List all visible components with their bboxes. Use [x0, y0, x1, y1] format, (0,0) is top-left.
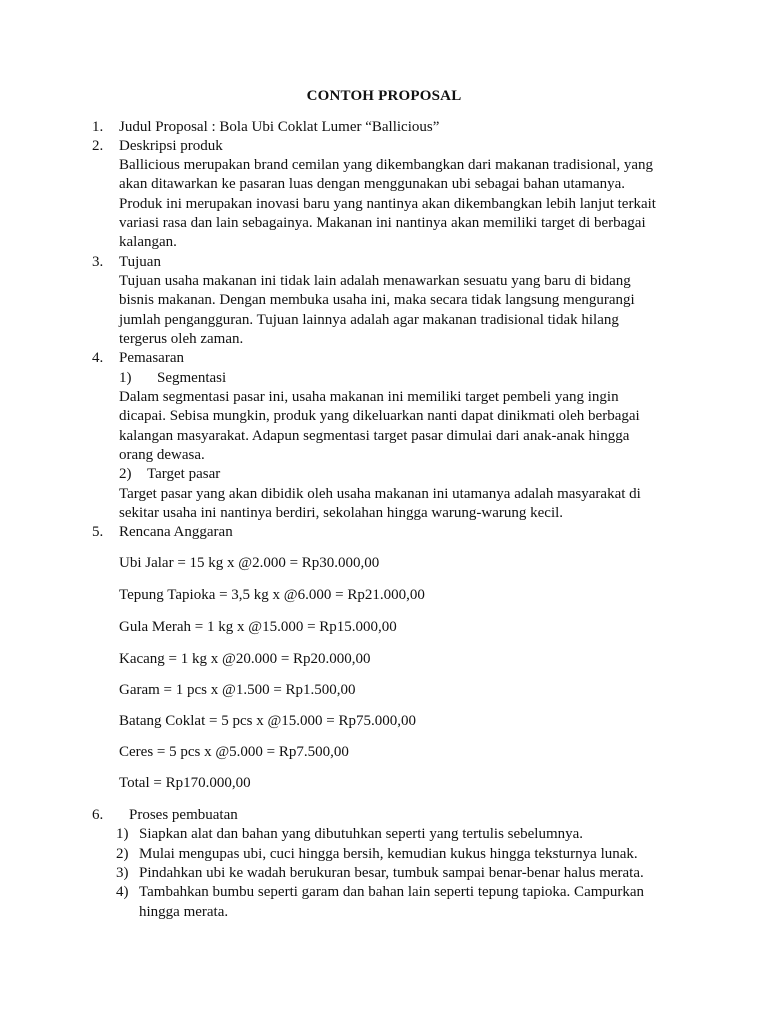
- step-number: 3): [116, 865, 129, 881]
- step-text: Tambahkan bumbu seperti garam dan bahan lain seperti tepung tapioka. Campurkan: [139, 884, 645, 900]
- subitem-segmentasi-number: 1): [119, 370, 132, 386]
- subitem-target-heading: Target pasar: [147, 466, 221, 482]
- budget-line: Garam = 1 pcs x @1.500 = Rp1.500,00: [119, 682, 356, 698]
- item-6-number: 6.: [92, 807, 104, 823]
- target-body-line: sekitar usaha ini nantinya berdiri, sekolahan hingga warung-warung kecil.: [119, 505, 564, 521]
- item-4-number: 4.: [92, 350, 104, 366]
- item-5-heading: Rencana Anggaran: [119, 524, 233, 540]
- step-text-continued: hingga merata.: [139, 904, 229, 920]
- step-text: Siapkan alat dan bahan yang dibutuhkan seperti yang tertulis sebelumnya.: [139, 826, 584, 842]
- item-3-heading: Tujuan: [119, 254, 161, 270]
- item-6-heading: Proses pembuatan: [129, 807, 238, 823]
- item-2-body-line: kalangan.: [119, 234, 177, 250]
- step-number: 4): [116, 884, 129, 900]
- item-4-heading: Pemasaran: [119, 350, 184, 366]
- budget-line: Batang Coklat = 5 pcs x @15.000 = Rp75.000,00: [119, 713, 416, 729]
- item-2-number: 2.: [92, 138, 104, 154]
- step-number: 2): [116, 846, 129, 862]
- target-body-line: Target pasar yang akan dibidik oleh usaha makanan ini utamanya adalah masyarakat di: [119, 486, 641, 502]
- budget-line: Ceres = 5 pcs x @5.000 = Rp7.500,00: [119, 744, 349, 760]
- segmentasi-body-line: Dalam segmentasi pasar ini, usaha makanan ini memiliki target pembeli yang ingin: [119, 389, 619, 405]
- subitem-segmentasi-heading: Segmentasi: [157, 370, 227, 386]
- segmentasi-body-line: orang dewasa.: [119, 447, 205, 463]
- item-5-number: 5.: [92, 524, 104, 540]
- item-3-body-line: tergerus oleh zaman.: [119, 331, 244, 347]
- document-title: CONTOH PROPOSAL: [306, 88, 462, 104]
- step-text: Mulai mengupas ubi, cuci hingga bersih, kemudian kukus hingga teksturnya lunak.: [139, 846, 638, 862]
- item-2-body-line: Ballicious merupakan brand cemilan yang dikembangkan dari makanan tradisional, yang: [119, 157, 653, 173]
- budget-line: Ubi Jalar = 15 kg x @2.000 = Rp30.000,00: [119, 555, 380, 571]
- budget-total: Total = Rp170.000,00: [119, 775, 251, 791]
- item-3-number: 3.: [92, 254, 104, 270]
- item-2-body-line: akan ditawarkan ke pasaran luas dengan menggunakan ubi sebagai bahan utamanya.: [119, 176, 626, 192]
- budget-line: Kacang = 1 kg x @20.000 = Rp20.000,00: [119, 651, 371, 667]
- segmentasi-body-line: kalangan masyarakat. Adapun segmentasi target pasar dimulai dari anak-anak hingga: [119, 428, 630, 444]
- budget-line: Gula Merah = 1 kg x @15.000 = Rp15.000,00: [119, 619, 397, 635]
- item-3-body-line: jumlah pengangguran. Tujuan lainnya adalah agar makanan tradisional tidak hilang: [119, 312, 619, 328]
- item-2-heading: Deskripsi produk: [119, 138, 223, 154]
- item-3-body-line: bisnis makanan. Dengan membuka usaha ini, maka secara tidak langsung mengurangi: [119, 292, 635, 308]
- budget-line: Tepung Tapioka = 3,5 kg x @6.000 = Rp21.000,00: [119, 587, 425, 603]
- subitem-target-number: 2): [119, 466, 132, 482]
- item-1-number: 1.: [92, 119, 104, 135]
- step-text: Pindahkan ubi ke wadah berukuran besar, tumbuk sampai benar-benar halus merata.: [139, 865, 644, 881]
- step-number: 1): [116, 826, 129, 842]
- item-3-body-line: Tujuan usaha makanan ini tidak lain adalah menawarkan sesuatu yang baru di bidang: [119, 273, 631, 289]
- item-1-heading: Judul Proposal : Bola Ubi Coklat Lumer “Ballicious”: [119, 119, 440, 135]
- item-2-body-line: Produk ini merupakan inovasi baru yang nantinya akan dikembangkan lebih lanjut terkait: [119, 196, 656, 212]
- item-2-body-line: variasi rasa dan lain sebagainya. Makanan ini nantinya akan memiliki target di berbagai: [119, 215, 646, 231]
- segmentasi-body-line: dicapai. Sebisa mungkin, produk yang dikeluarkan nanti dapat dinikmati oleh berbagai: [119, 408, 640, 424]
